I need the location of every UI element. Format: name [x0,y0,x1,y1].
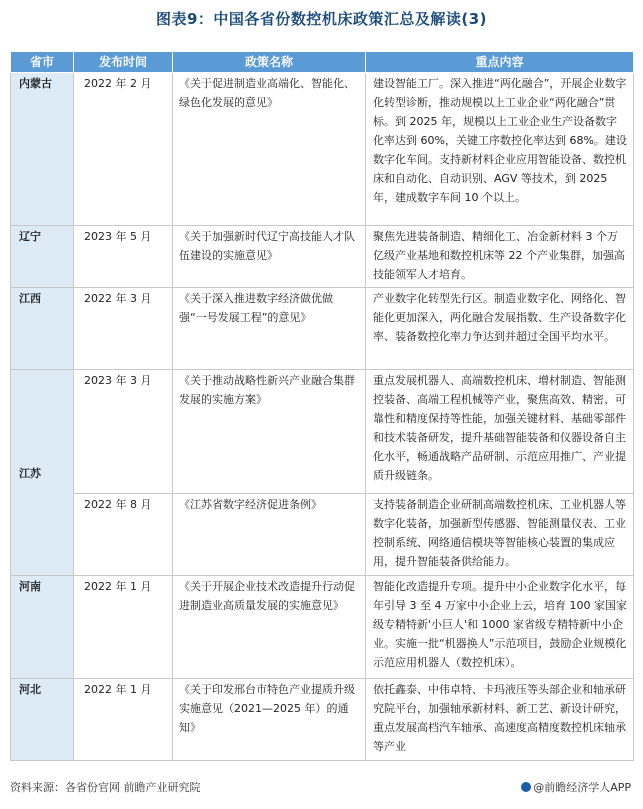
table-row [11,288,634,370]
header-policy: 政策名称 [173,52,366,73]
cell-date: 2022 年 2 月 [74,73,173,226]
source-note: 资料来源：各省份官网 前瞻产业研究院 [10,781,201,794]
cell-province: 内蒙古 [11,73,74,226]
cell-policy: 《关于推动战略性新兴产业融合集群发展的实施方案》 [173,370,366,494]
cell-content: 建设智能工厂。深入推进“两化融合”，开展企业数字化转型诊断，推动规模以上工业企业“两化融合”贯标。到 2025 年，规模以上工业企业生产设备数字化率达到 60%，关键工序数控化率达到 68%。建设数字化车间。支持新材料企业应用智能设备、数控机床和自动化、自动识别、AGV 等技术，到 2025 年，建成数字车间 10 个以上。 [366,73,634,226]
cell-province: 江西 [11,288,74,370]
brand-credit [521,779,631,795]
cell-date: 2023 年 3 月 [74,370,173,494]
cell-date: 2023 年 5 月 [74,226,173,288]
cell-policy: 《关于促进制造业高端化、智能化、绿色化发展的意见》 [173,73,366,226]
cell-content: 重点发展机器人、高端数控机床、增材制造、智能测控装备、高端工程机械等产业，聚焦高效、精密、可靠性和精度保持等性能，加强关键材料、基础零部件和技术装备研发，提升基础智能装备和仪器设备自主化水平，畅通战略产品研制、示范应用推广、产业提质升级链条。 [366,370,634,494]
cell-policy: 《关于深入推进数字经济做优做强“一号发展工程”的意见》 [173,288,366,370]
table-row [11,226,634,288]
page-title: 图表9：中国各省份数控机床政策汇总及解读(3) [155,10,488,28]
cell-date: 2022 年 1 月 [74,679,173,761]
cell-content: 依托鑫泰、中伟卓特、卡玛液压等头部企业和轴承研究院平台，加强轴承新材料、新工艺、新设计研究，重点发展高档汽车轴承、高速度高精度数控机床轴承等产业 [366,679,634,761]
table-row [11,576,634,679]
brand-logo-icon [521,782,531,792]
cell-content: 聚焦先进装备制造、精细化工、冶金新材料 3 个万亿级产业基地和数控机床等 22 个产业集群，加强高技能领军人才培育。 [366,226,634,288]
cell-content: 产业数字化转型先行区。制造业数字化、网络化、智能化更加深入，两化融合发展指数、生产设备数字化率、装备数控化率力争达到并超过全国平均水平。 [366,288,634,370]
cell-date: 2022 年 3 月 [74,288,173,370]
cell-province: 河北 [11,679,74,761]
policy-table [10,51,634,761]
cell-content: 智能化改造提升专项。提升中小企业数字化水平，每年引导 3 至 4 万家中小企业上云，培育 100 家国家级专精特新'小巨人'和 1000 家省级专精特新中小企业。实施一批“机器换人”示范项目，鼓励企业规模化示范应用机器人（数控机床）。 [366,576,634,679]
cell-province: 辽宁 [11,226,74,288]
cell-content: 支持装备制造企业研制高端数控机床、工业机器人等数字化装备，加强新型传感器、智能测量仪表、工业控制系统、网络通信模块等智能核心装置的集成应用，提升智能装备供给能力。 [366,494,634,576]
table-row [11,73,634,226]
table-header-row [11,52,634,73]
cell-policy: 《关于加强新时代辽宁高技能人才队伍建设的实施意见》 [173,226,366,288]
cell-province: 江苏 [11,370,74,576]
table-row [11,370,634,494]
header-content: 重点内容 [366,52,634,73]
cell-policy: 《关于开展企业技术改造提升行动促进制造业高质量发展的实施意见》 [173,576,366,679]
cell-policy: 《江苏省数字经济促进条例》 [173,494,366,576]
table-row [11,494,634,576]
cell-date: 2022 年 1 月 [74,576,173,679]
header-date: 发布时间 [74,52,173,73]
table-row [11,679,634,761]
header-province: 省市 [11,52,74,73]
cell-province: 河南 [11,576,74,679]
cell-policy: 《关于印发邢台市特色产业提质升级实施意见（2021—2025 年）的通知》 [173,679,366,761]
brand-text: @前瞻经济学人APP [533,781,631,794]
cell-date: 2022 年 8 月 [74,494,173,576]
